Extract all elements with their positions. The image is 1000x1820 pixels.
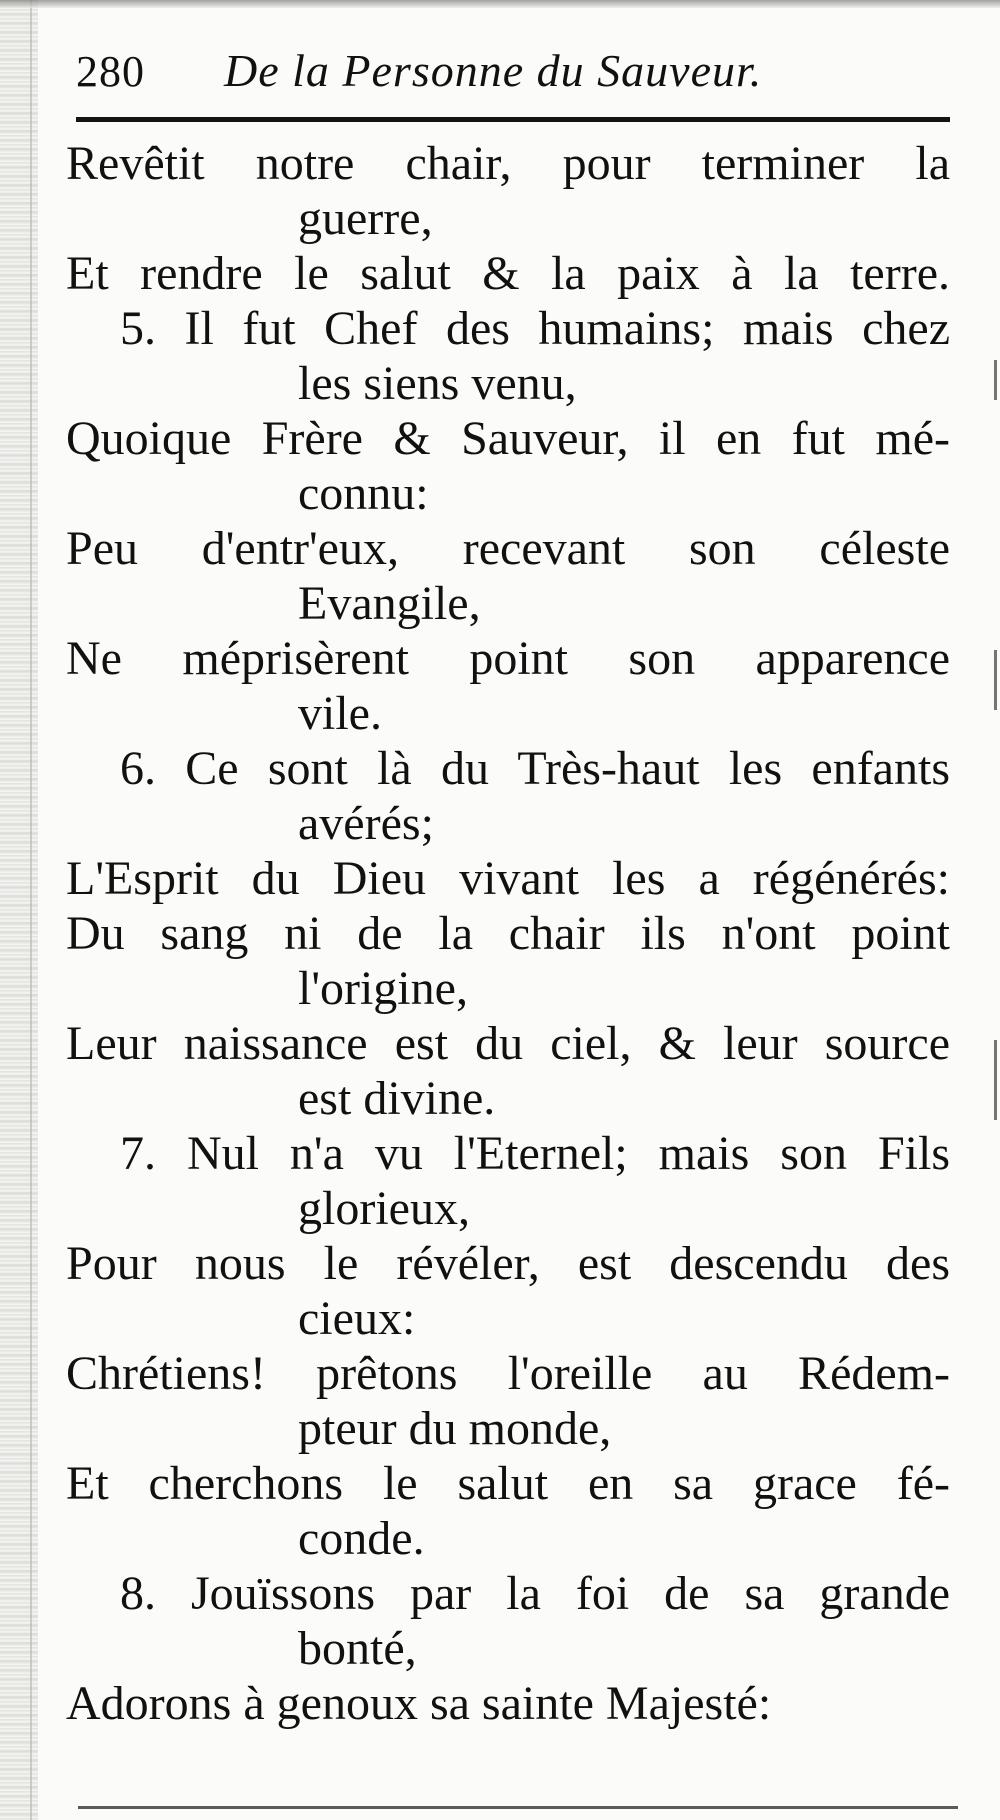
verse-line-continuation: bonté, — [298, 1622, 417, 1675]
verse-line-continuation: vile. — [298, 687, 382, 740]
verse-line: Du sang ni de la chair ils n'ont point — [66, 907, 950, 960]
verse-line: Et cherchons le salut en sa grace fé- — [66, 1457, 950, 1510]
margin-mark — [994, 1040, 997, 1120]
verse-line: Revêtit notre chair, pour terminer la — [66, 137, 950, 190]
verse-line-continuation: glorieux, — [298, 1182, 470, 1235]
verse-line-numbered: 8. Jouïssons par la foi de sa grande — [120, 1567, 950, 1620]
running-head: De la Personne du Sauveur. — [224, 45, 763, 96]
page-top-edge — [0, 0, 1000, 8]
verse-line-numbered: 6. Ce sont là du Très-haut les enfants — [120, 742, 950, 795]
verse-line: Peu d'entr'eux, recevant son céleste — [66, 522, 950, 575]
verse-line-continuation: conde. — [298, 1512, 425, 1565]
verse-line: Ne méprisèrent point son apparence — [66, 632, 950, 685]
page-header — [76, 40, 952, 110]
verse-line-continuation: guerre, — [298, 192, 433, 245]
verse-line: Pour nous le révéler, est descendu des — [66, 1237, 950, 1290]
page-gutter-edge — [0, 0, 38, 1820]
verse-line: Adorons à genoux sa sainte Majesté: — [66, 1677, 772, 1730]
verse-line: Leur naissance est du ciel, & leur source — [66, 1017, 950, 1070]
verse-line-continuation: cieux: — [298, 1292, 416, 1345]
header-rule — [76, 117, 950, 122]
verse-text — [66, 136, 966, 1731]
verse-line: Et rendre le salut & la paix à la terre. — [66, 247, 950, 300]
verse-line-continuation: les siens venu, — [298, 357, 577, 410]
verse-line-continuation: Evangile, — [298, 577, 481, 630]
verse-line-continuation: connu: — [298, 467, 429, 520]
verse-line: Chrétiens! prêtons l'oreille au Rédem- — [66, 1347, 950, 1400]
verse-line-numbered: 5. Il fut Chef des humains; mais chez — [120, 302, 950, 355]
verse-line-numbered: 7. Nul n'a vu l'Eternel; mais son Fils — [120, 1127, 950, 1180]
verse-line-continuation: l'origine, — [298, 962, 468, 1015]
page-number: 280 — [76, 47, 145, 96]
verse-line-continuation: est divine. — [298, 1072, 496, 1125]
margin-mark — [994, 650, 997, 710]
verse-line-continuation: pteur du monde, — [298, 1402, 612, 1455]
margin-mark — [994, 360, 997, 400]
verse-line: L'Esprit du Dieu vivant les a régénérés: — [66, 852, 950, 905]
bottom-rule — [78, 1806, 958, 1809]
verse-line-continuation: avérés; — [298, 797, 434, 850]
verse-line: Quoique Frère & Sauveur, il en fut mé- — [66, 412, 950, 465]
